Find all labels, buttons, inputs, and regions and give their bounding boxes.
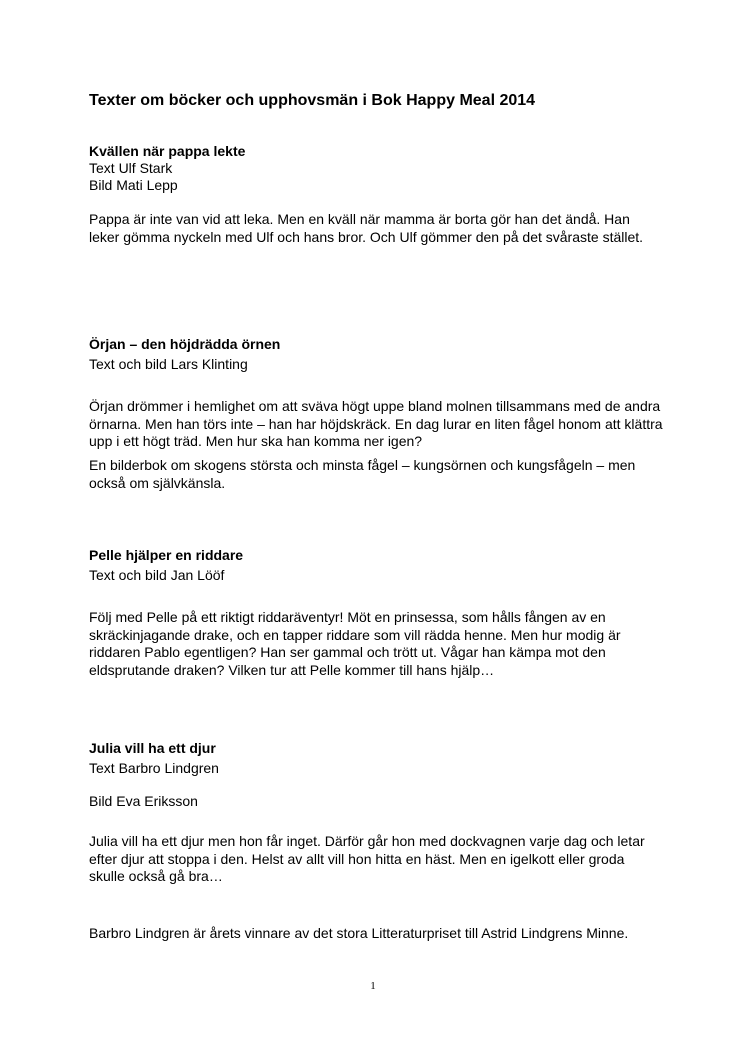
book-description-orjan: Örjan drömmer i hemlighet om att sväva högt uppe bland molnen tillsammans med de andra örnarna. Men han törs inte – han har höjdskräck. En dag lurar en liten fågel honom att klättra upp i ett högt träd. Men hur ska han komma ner igen? <box>89 398 663 449</box>
book-credit-text-kvallen: Text Ulf Stark <box>89 160 173 176</box>
book-credit-text-julia: Text Barbro Lindgren <box>89 760 219 776</box>
book-heading-kvallen: Kvällen när pappa lekte <box>89 143 246 159</box>
book-heading-pelle: Pelle hjälper en riddare <box>89 547 244 563</box>
book-description-kvallen: Pappa är inte van vid att leka. Men en kväll när mamma är borta gör han det ändå. Han leker gömma nyckeln med Ulf och hans bror. Och Ulf gömmer den på det svåraste stället. <box>89 211 644 245</box>
book-heading-orjan: Örjan – den höjdrädda örnen <box>89 336 281 352</box>
page-number: 1 <box>370 980 376 992</box>
book-credit-orjan: Text och bild Lars Klinting <box>89 356 248 372</box>
book-description-pelle: Följ med Pelle på ett riktigt riddaräventyr! Möt en prinsessa, som hålls fången av en skräckinjagande drake, och en tapper riddare som vill rädda henne. Men hur modig är riddaren Pablo egentligen? Han ser gammal och trött ut. Vågar han kämpa mot den eldsprutande draken? Vilken tur att Pelle kommer till hans hjälp… <box>89 609 621 678</box>
book-credit-image-julia: Bild Eva Eriksson <box>89 793 198 809</box>
book-description-julia: Julia vill ha ett djur men hon får inget. Därför går hon med dockvagnen varje dag och letar efter djur att stoppa i den. Helst av allt vill hon hitta en häst. Men en igelkott eller groda skulle också gå bra… <box>89 833 645 884</box>
book-credit-image-kvallen: Bild Mati Lepp <box>89 177 178 193</box>
document-title: Texter om böcker och upphovsmän i Bok Happy Meal 2014 <box>89 92 536 109</box>
book-description-orjan-2: En bilderbok om skogens största och minsta fågel – kungsörnen och kungsfågeln – men också om självkänsla. <box>89 457 636 491</box>
book-heading-julia: Julia vill ha ett djur <box>89 740 216 756</box>
book-credit-pelle: Text och bild Jan Lööf <box>89 567 225 583</box>
book-note-julia: Barbro Lindgren är årets vinnare av det stora Litteraturpriset till Astrid Lindgrens Minne. <box>89 925 629 941</box>
